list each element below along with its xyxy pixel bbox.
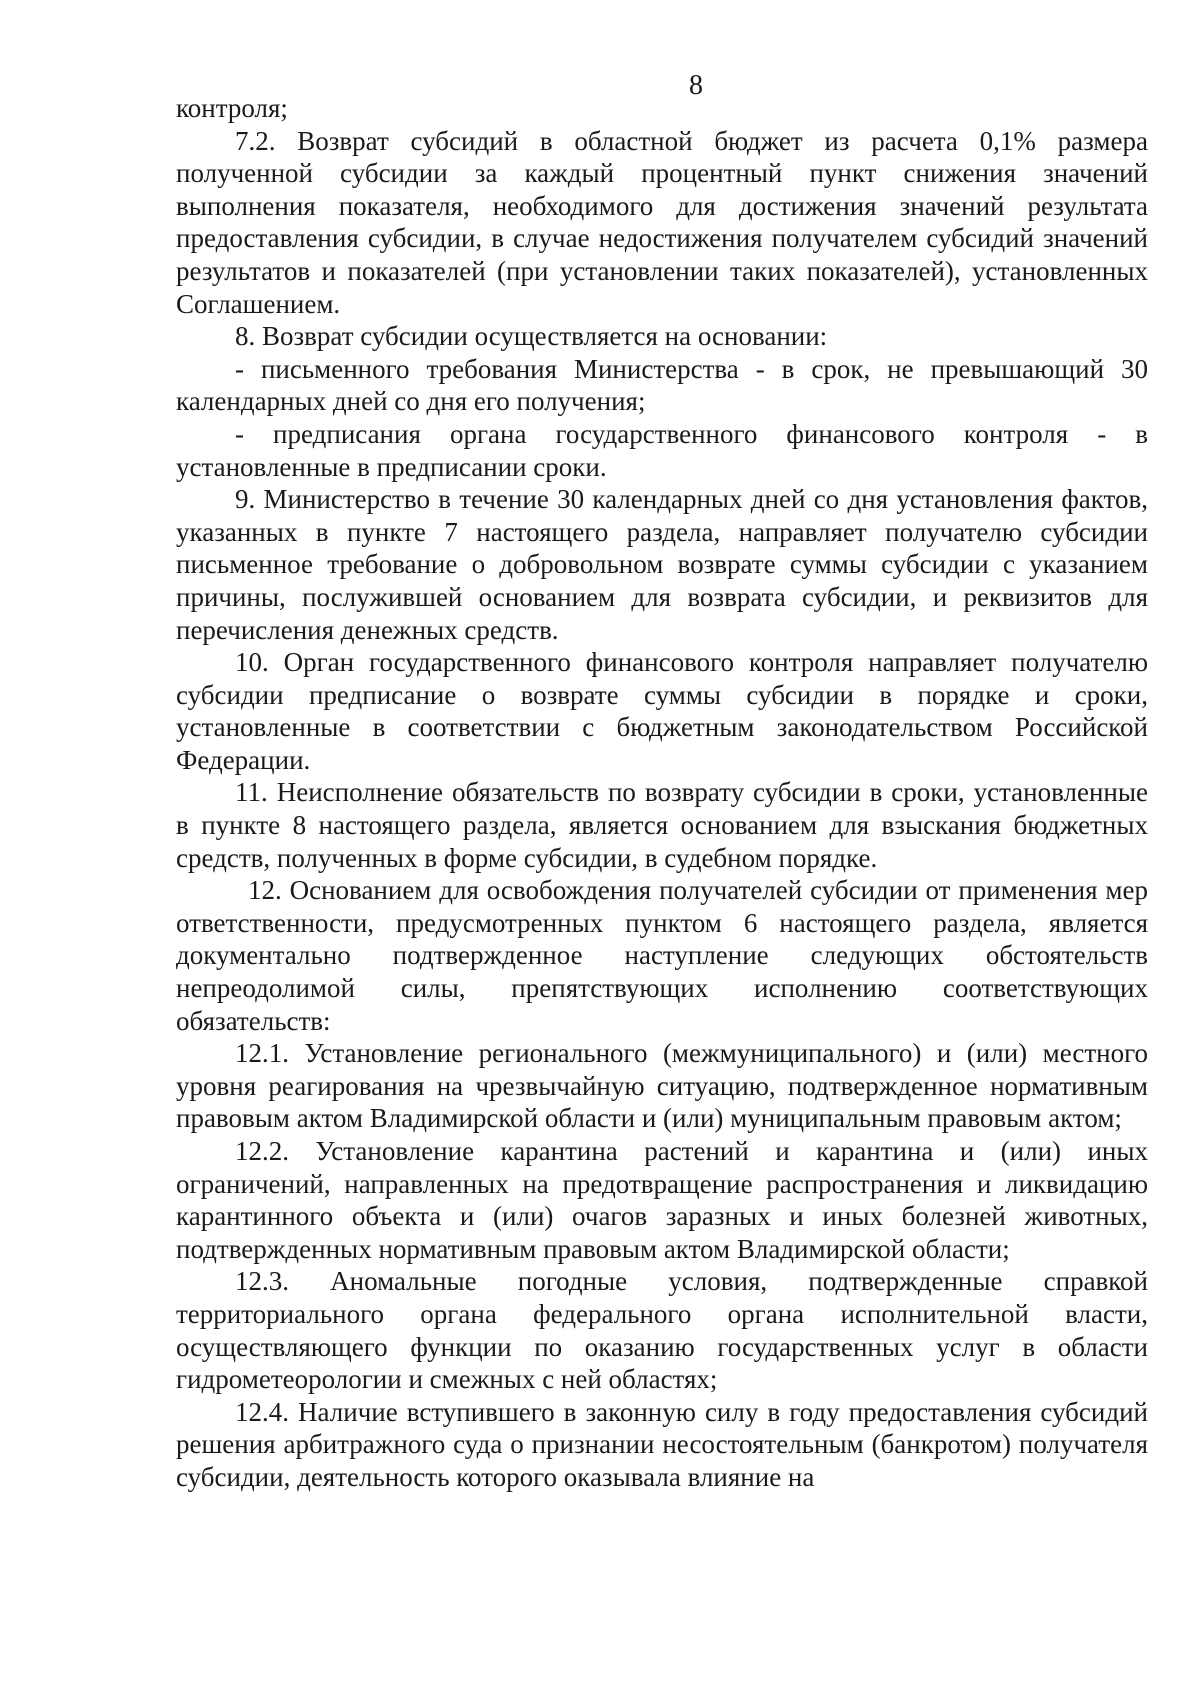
paragraph-8-item-2: - предписания органа государственного финансового контроля - в установленные в предписании сроки. [176, 418, 1148, 482]
document-body [176, 92, 1148, 1494]
paragraph-9: 9. Министерство в течение 30 календарных дней со дня установления фактов, указанных в пункте 7 настоящего раздела, направляет получателю субсидии письменное требование о добровольном возврате суммы субсидии с указанием причины, послужившей основанием для возврата субсидии, и реквизитов для перечисления денежных средств. [176, 484, 1148, 645]
paragraph-12: 12. Основанием для освобождения получателей субсидии от применения мер ответственности, предусмотренных пунктом 6 настоящего раздела, является документально подтвержденное наступление следующих обстоятельств непреодолимой силы, препятствующих исполнению соответствующих обязательств: [176, 875, 1148, 1036]
page-number: 8 [689, 70, 703, 101]
paragraph-12-4: 12.4. Наличие вступившего в законную силу в году предоставления субсидий решения арбитражного суда о признании несостоятельным (банкротом) получателя субсидии, деятельность которого оказывала влияние на [176, 1396, 1148, 1492]
paragraph-continuation: контроля; [176, 93, 288, 123]
paragraph-11: 11. Неисполнение обязательств по возврату субсидии в сроки, установленные в пункте 8 настоящего раздела, является основанием для взыскания бюджетных средств, полученных в форме субсидии, в судебном порядке. [176, 777, 1148, 873]
paragraph-12-2: 12.2. Установление карантина растений и карантина и (или) иных ограничений, направленных на предотвращение распространения и ликвидацию карантинного объекта и (или) очагов заразных и иных болезней животных, подтвержденных нормативным правовым актом Владимирской области; [176, 1136, 1148, 1264]
paragraph-10: 10. Орган государственного финансового контроля направляет получателю субсидии предписание о возврате суммы субсидии в порядке и сроки, установленные в соответствии с бюджетным законодательством Российской Федерации. [176, 647, 1148, 775]
paragraph-7-2: 7.2. Возврат субсидий в областной бюджет из расчета 0,1% размера полученной субсидии за каждый процентный пункт снижения значений выполнения показателя, необходимого для достижения значений результата предоставления субсидии, в случае недостижения получателем субсидий значений результатов и показателей (при установлении таких показателей), установленных Соглашением. [176, 125, 1148, 319]
paragraph-8: 8. Возврат субсидии осуществляется на основании: [235, 321, 828, 352]
paragraph-8-item-1: - письменного требования Министерства - в срок, не превышающий 30 календарных дней со дня его получения; [176, 353, 1148, 417]
paragraph-12-1: 12.1. Установление регионального (межмуниципального) и (или) местного уровня реагирования на чрезвычайную ситуацию, подтвержденное нормативным правовым актом Владимирской области и (или) муниципальным правовым актом; [176, 1038, 1148, 1134]
paragraph-12-3: 12.3. Аномальные погодные условия, подтвержденные справкой территориального органа федерального органа исполнительной власти, осуществляющего функции по оказанию государственных услуг в области гидрометеорологии и смежных с ней областях; [176, 1266, 1148, 1395]
